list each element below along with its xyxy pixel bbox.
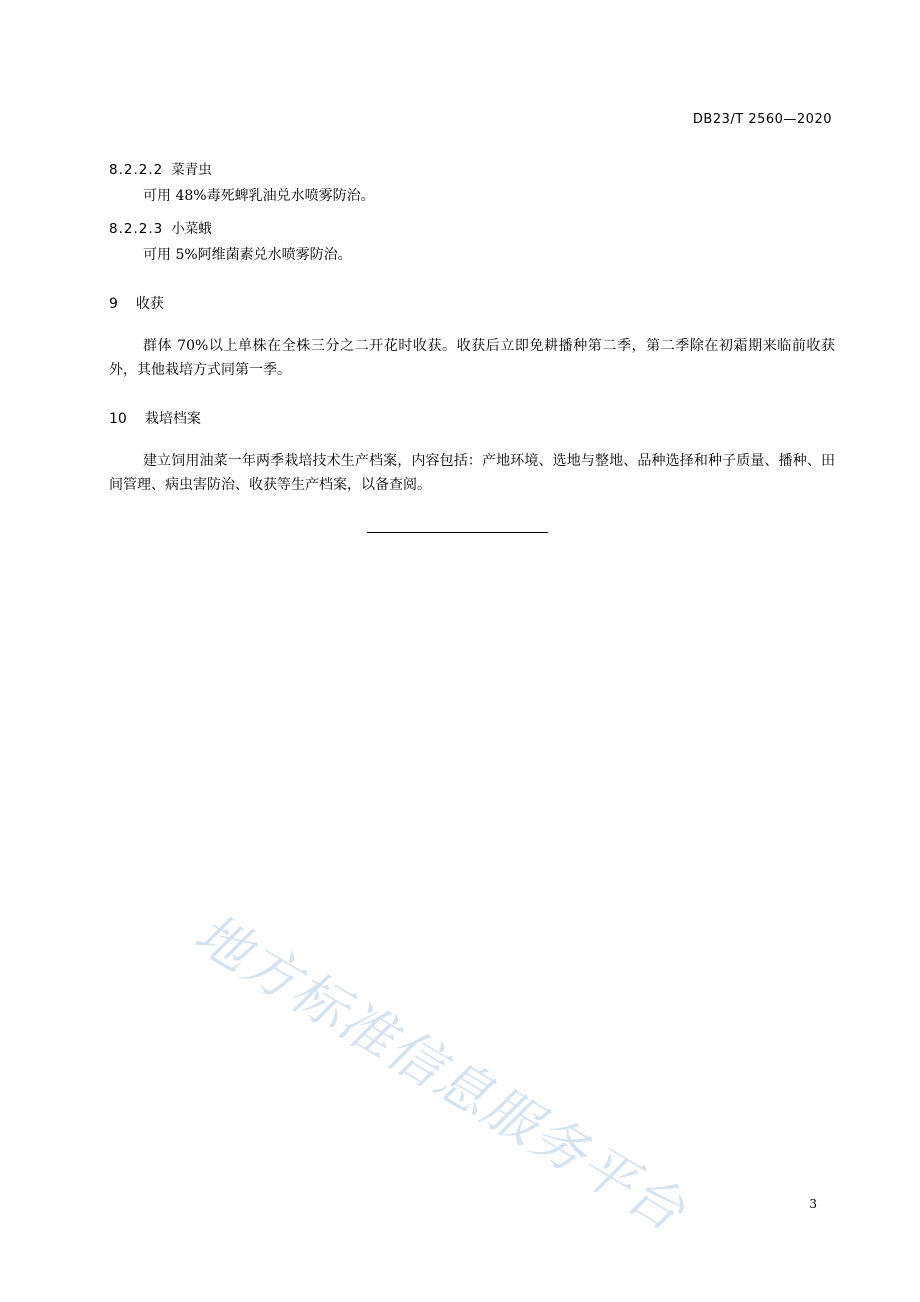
subclause-number: 8.2.2.3: [109, 221, 164, 237]
section-number: 10: [109, 411, 127, 427]
paragraph-8-2-2-3: 可用 5%阿维菌素兑水喷雾防治。: [143, 247, 352, 263]
page-number: 3: [809, 1197, 817, 1211]
watermark: 地方标准信息服务平台: [183, 901, 697, 1244]
subclause-title: 菜青虫: [171, 162, 212, 178]
subclause-heading-8-2-2-3: [109, 217, 212, 237]
document-code: DB23/T 2560—2020: [692, 112, 832, 127]
paragraph-8-2-2-2: 可用 48%毒死蜱乳油兑水喷雾防治。: [143, 188, 375, 204]
subclause-title: 小菜蛾: [171, 221, 212, 237]
section-title: 收获: [135, 296, 164, 312]
paragraph-10: 建立饲用油菜一年两季栽培技术生产档案，内容包括：产地环境、选地与整地、品种选择和种子质量、播种、田间管理、病虫害防治、收获等生产档案，以备查阅。: [109, 453, 835, 493]
end-of-document-rule: [367, 532, 548, 533]
subclause-number: 8.2.2.2: [109, 162, 164, 178]
section-title: 栽培档案: [144, 411, 201, 427]
section-heading-10: [109, 408, 201, 428]
paragraph-9: 群体 70%以上单株在全株三分之二开花时收获。收获后立即免耕播种第二季，第二季除在初霜期来临前收获外，其他栽培方式同第一季。: [109, 338, 835, 378]
section-number: 9: [109, 296, 118, 312]
subclause-heading-8-2-2-2: [109, 158, 212, 178]
section-heading-9: [109, 293, 164, 313]
